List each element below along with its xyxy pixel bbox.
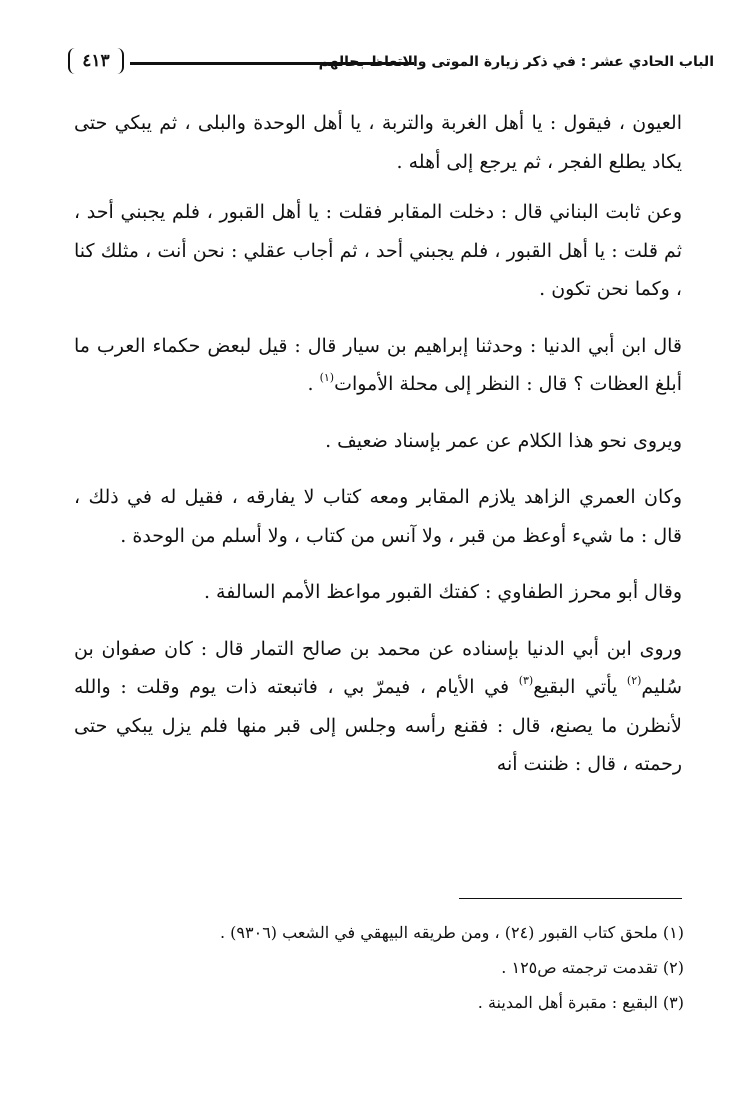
paragraph: وقال أبو محرز الطفاوي : كفتك القبور مواعظ الأمم السالفة . (203, 581, 682, 603)
footnotes (74, 922, 684, 1027)
footnote: (٢) تقدمت ترجمته ص١٢٥ . (501, 958, 684, 977)
paragraph: وروى ابن أبي الدنيا بإسناده عن محمد بن صالح التمار قال : كان صفوان بن سُليم$^{(٢)}$ يأتي البقيع$^{(٣)}$ في الأيام ، فيمرّ بي ، فاتبعته ذات يوم وقلت : والله لأنظرن ما يصنع، قال : فقنع رأسه وجلس إلى قبر منها فلم يزل يبكي حتى رحمته ، قال : ظننت أنه (74, 637, 682, 775)
paragraph: ويروى نحو هذا الكلام عن عمر بإسناد ضعيف . (325, 429, 682, 452)
footnote-ref[interactable]: (٢) (626, 674, 642, 687)
footnote-separator (459, 898, 682, 899)
paragraph: العيون ، فيقول : يا أهل الغربة والتربة ، يا أهل الوحدة والبلى ، ثم يبكي حتى يكاد يطلع الفجر ، ثم يرجع إلى أهله . (74, 112, 682, 173)
body-text (74, 104, 682, 802)
running-header (68, 48, 714, 78)
footnote-ref[interactable]: (٣) (518, 674, 534, 687)
header-rule (130, 62, 414, 65)
paragraph: وعن ثابت البناني قال : دخلت المقابر فقلت : يا أهل القبور ، فلم يجبني أحد ، ثم قلت : يا أهل القبور ، فلم يجبني أحد ، ثم أجاب عقلي : نحن أنت ، مثلك كنا ، وكما نحن تكون . (74, 201, 682, 300)
page-number: ٤١٣ (68, 48, 124, 74)
footnote-ref[interactable]: (١) (319, 371, 335, 384)
paragraph: قال ابن أبي الدنيا : وحدثنا إبراهيم بن سيار قال : قيل لبعض حكماء العرب ما أبلغ العظات ؟ قال : النظر إلى محلة الأموات$^{(١)}$ . (74, 334, 682, 395)
footnote: (١) ملحق كتاب القبور (٢٤) ، ومن طريقه البيهقي في الشعب (٩٣٠٦) . (219, 923, 684, 942)
chapter-title: الباب الحادي عشر : في ذكر زيارة الموتى والاتعاظ بحالهم (318, 54, 714, 70)
paragraph: وكان العمري الزاهد يلازم المقابر ومعه كتاب لا يفارقه ، فقيل له في ذلك ، قال : ما شيء أوعظ من قبر ، ولا آنس من كتاب ، ولا أسلم من الوحدة . (74, 486, 682, 547)
footnote: (٣) البقيع : مقبرة أهل المدينة . (477, 993, 684, 1012)
